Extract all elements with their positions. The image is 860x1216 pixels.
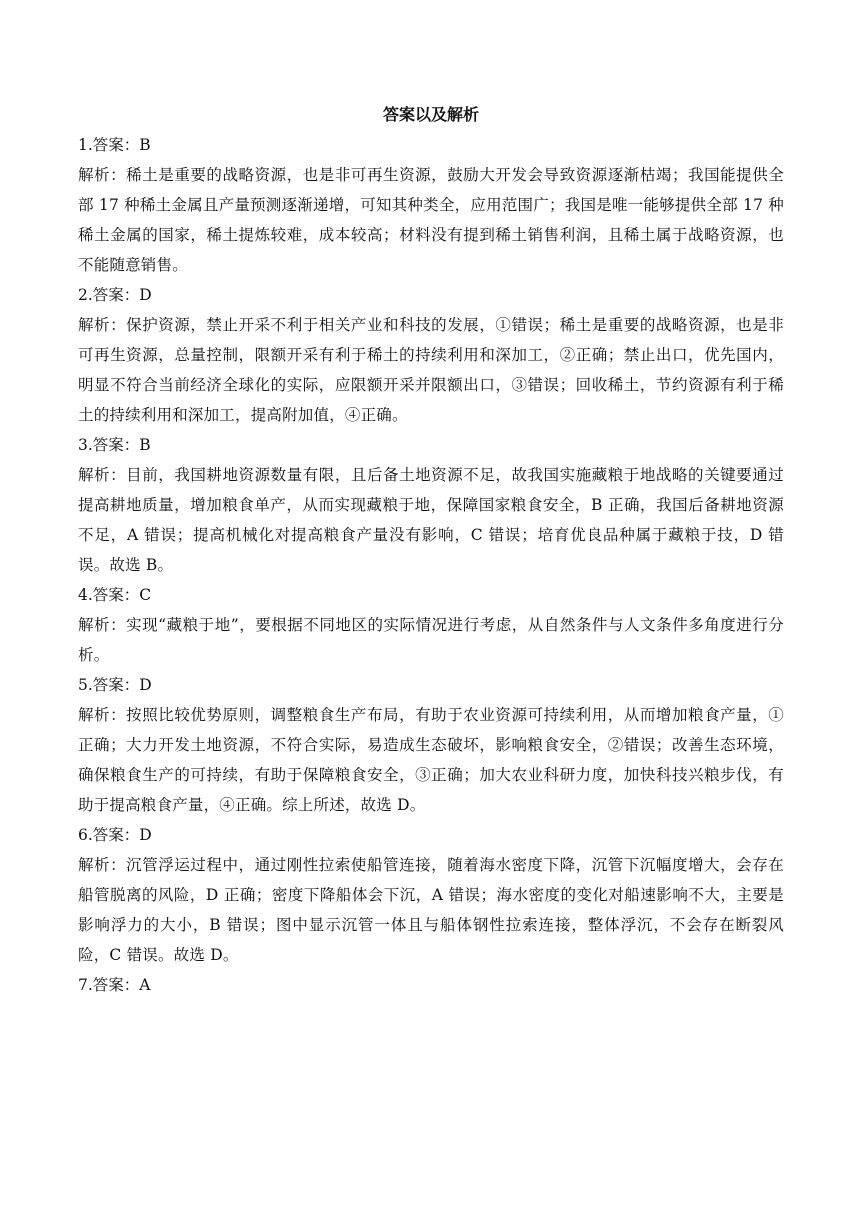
analysis-text: 解析：稀土是重要的战略资源，也是非可再生资源，鼓励大开发会导致资源逐渐枯竭；我国能提供全部 17 种稀土金属且产量预测逐渐递增，可知其种类全，应用范围广；我国是唯一能够提供全部 17 种稀土金属的国家，稀土提炼较难，成本较高；材料没有提到稀土销售利润，且稀土属于战略资源，也不能随意销售。 — [78, 166, 784, 274]
answer-item-4 — [78, 580, 784, 670]
answer-label: 7.答案：A — [78, 976, 151, 994]
answer-item-3 — [78, 430, 784, 580]
analysis-text: 解析：沉管浮运过程中，通过刚性拉索使船管连接，随着海水密度下降，沉管下沉幅度增大，会存在船管脱离的风险，D 正确；密度下降船体会下沉，A 错误；海水密度的变化对船速影响不大，主要是影响浮力的大小，B 错误；图中显示沉管一体且与船体钢性拉索连接，整体浮沉，不会存在断裂风险，C 错误。故选 D。 — [78, 856, 784, 964]
answer-item-7 — [78, 970, 784, 1000]
answer-label: 5.答案：D — [78, 676, 152, 694]
answer-label: 6.答案：D — [78, 826, 152, 844]
answer-label: 3.答案：B — [78, 436, 151, 454]
page-title: 答案以及解析 — [382, 105, 479, 124]
answer-label: 2.答案：D — [78, 286, 152, 304]
answer-item-5 — [78, 670, 784, 820]
document-page — [78, 100, 784, 1000]
analysis-text: 解析：实现“藏粮于地”，要根据不同地区的实际情况进行考虑，从自然条件与人文条件多角度进行分析。 — [78, 616, 784, 664]
analysis-text: 解析：保护资源，禁止开采不利于相关产业和科技的发展，①错误；稀土是重要的战略资源，也是非可再生资源，总量控制，限额开采有利于稀土的持续利用和深加工，②正确；禁止出口，优先国内，明显不符合当前经济全球化的实际，应限额开采并限额出口，③错误；回收稀土，节约资源有利于稀土的持续利用和深加工，提高附加值，④正确。 — [78, 316, 784, 424]
answer-item-6 — [78, 820, 784, 970]
analysis-text: 解析：目前，我国耕地资源数量有限，且后备土地资源不足，故我国实施藏粮于地战略的关键要通过提高耕地质量，增加粮食单产，从而实现藏粮于地，保障国家粮食安全，B 正确，我国后备耕地资源不足，A 错误；提高机械化对提高粮食产量没有影响，C 错误；培育优良品种属于藏粮于技，D 错误。故选 B。 — [78, 466, 784, 574]
analysis-text: 解析：按照比较优势原则，调整粮食生产布局，有助于农业资源可持续利用，从而增加粮食产量，①正确；大力开发土地资源，不符合实际，易造成生态破坏，影响粮食安全，②错误；改善生态环境，确保粮食生产的可持续，有助于保障粮食安全，③正确；加大农业科研力度，加快科技兴粮步伐，有助于提高粮食产量，④正确。综上所述，故选 D。 — [78, 706, 784, 814]
answer-label: 4.答案：C — [78, 586, 152, 604]
answer-item-1 — [78, 130, 784, 280]
answer-item-2 — [78, 280, 784, 430]
answer-label: 1.答案：B — [78, 136, 151, 154]
